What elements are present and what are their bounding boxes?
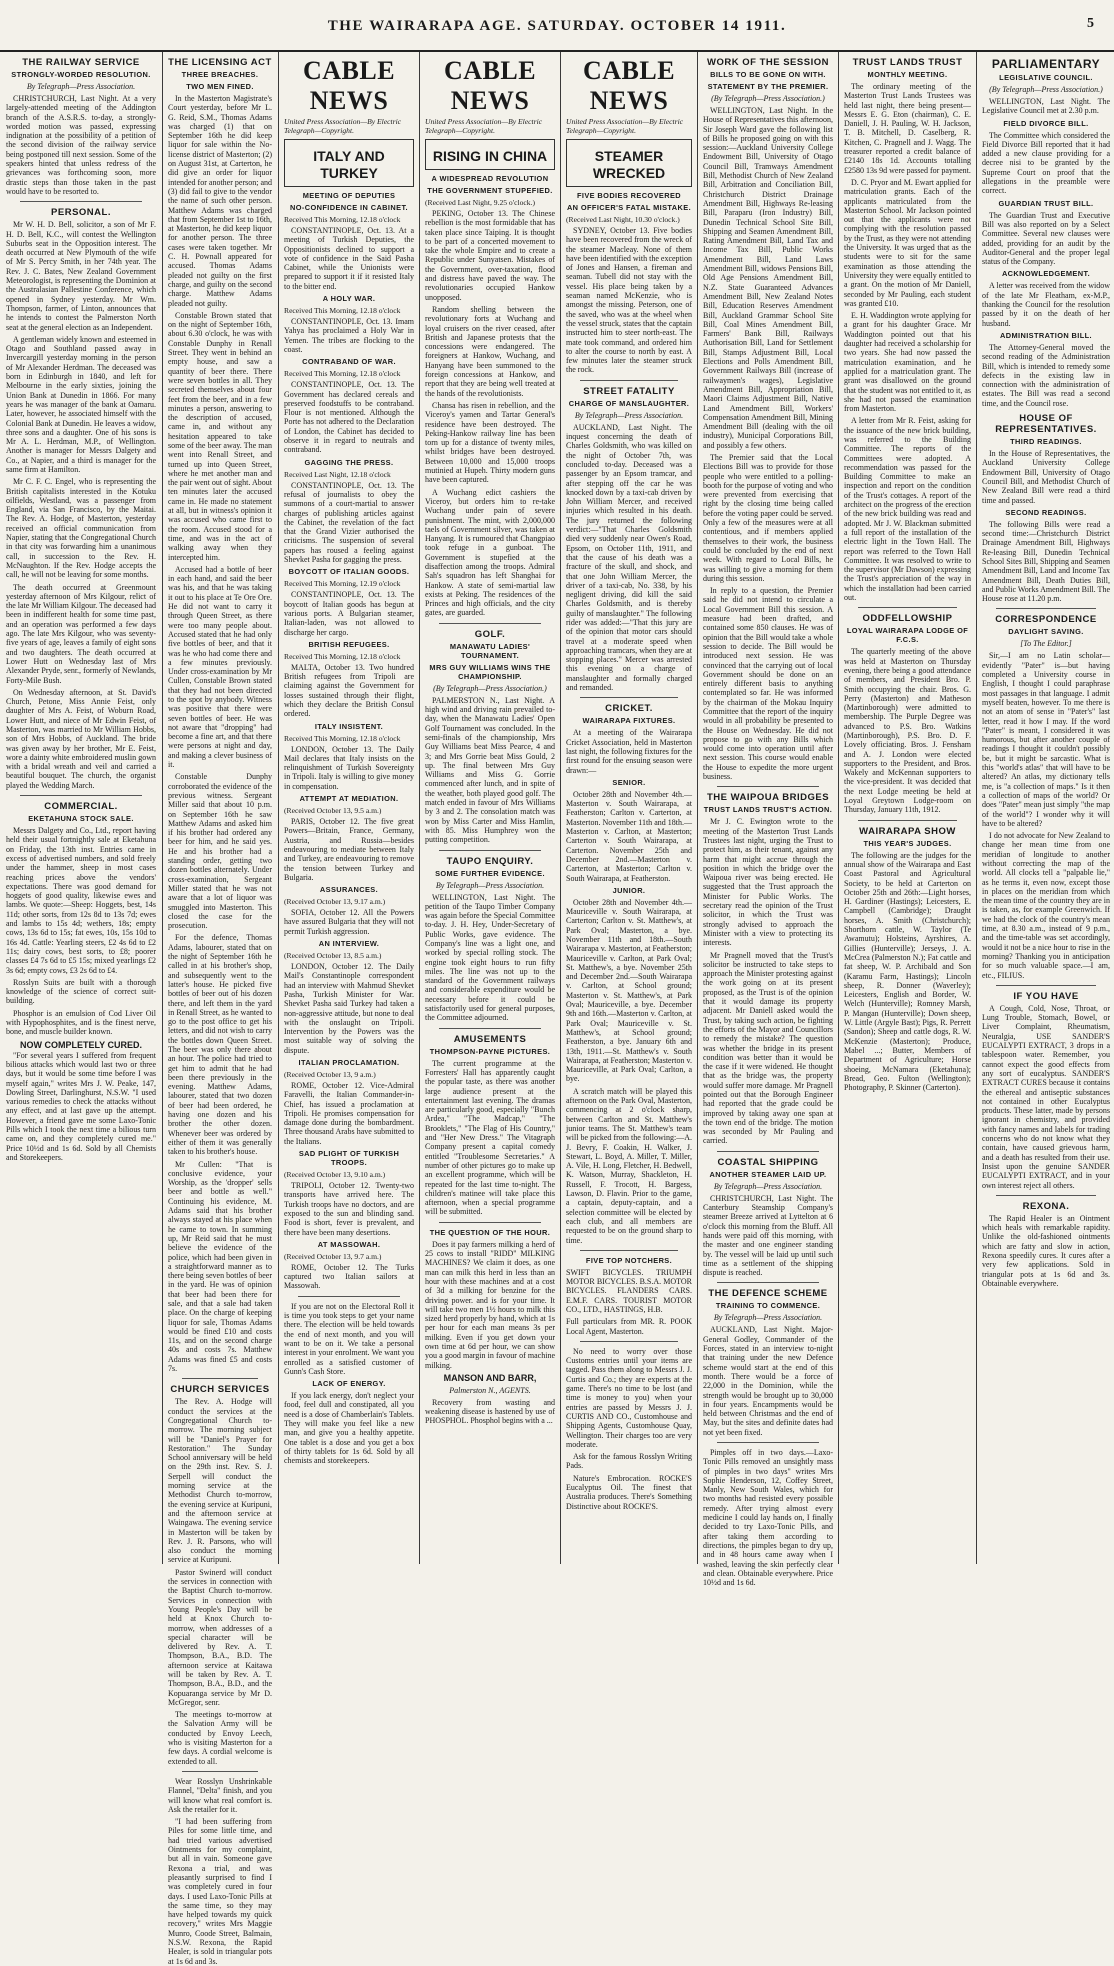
masthead	[0, 0, 1114, 52]
article-text: Mr W. H. D. Bell, solicitor, a son of Mr F. H. D. Bell, K.C., will contest the Wellington Suburbs seat in the Opposition interest. The death occurred at New Plymouth of the wife of Mr S. Percy Smith, in her 74th year. The Rev. J. C. Bates, New Zealand Government Meteorologist, is representing the Dominion at the Australasian Pallestine Conference, which opened in Sydney yesterday. Mr Wm. Thompson, farmer, of Linton, announces that he intends to contest the Palmerston North seat at the general election as an Independent.	[6, 220, 156, 332]
divider	[717, 1151, 819, 1152]
advert-text: The Rapid Healer is an Ointment which heals with remarkable rapidity. Unlike the old-fashioned ointments which are fatty and slow in action, Rexona speedily cures. It cures after a very few applications. Sold in triangular pots at 1s 6d and 3s. Obtainable everywhere.	[982, 1213, 1110, 1288]
subheadline: THREE BREACHES.	[181, 70, 259, 79]
subheadline: THIRD READINGS.	[1010, 437, 1082, 447]
advert-headline: MANSON AND BARR,	[443, 1372, 537, 1383]
article-text: Chansa has risen in rebellion, and the Viceroy's yamen and Tartar General's residence have been destroyed. The Peking-Hankow railway line has been torn up for a distance of twenty miles, whilst bridges have been destroyed. Between 10,000 and 15,000 troops mutinied at Hupeh. Thirty modern guns have been captured.	[425, 400, 555, 485]
subheadline: STATEMENT BY THE PREMIER.	[707, 82, 829, 91]
advert-text: Full particulars from MR. R. POOK Local Agent, Masterton.	[566, 1317, 692, 1336]
subheadline: STRONGLY-WORDED RESOLUTION.	[11, 70, 151, 79]
article-text: On Wednesday afternoon, at St. David's Church, Petone, Miss Annie Feist, only daughter of Mrs A. Feist, of Woburn Road, Lower Hutt, and niece of Mr Edwin Feist, of Masterton, was married to Mr William Hobbs, son of Mrs Hobbs, of Auckland. The bride was given away by her brother, Mr E. Feist, wore a dainty white embroidered muslin gown with a bridal wreath and veil and carried a beautiful bouquet. The church, the organist played the Wedding March.	[6, 687, 156, 790]
article-text: The following Bills were read a second time:—Christchurch District Drainage Amendment Bill, Highways Re-leasing Bill, Dunedin Technical School Sites Bill, Shipping and Seamen Amendment Bill, Land and Income Tax Amendment Bill, Death Duties Bill, and Public Works Amendment Bill. The House rose at 11.20 p.m.	[982, 519, 1110, 604]
article-text: CONSTANTINOPLE, Oct. 13. The boycott of Italian goods has begun at various ports. A Bulgarian steamer, Italian-laden, was not allowed to discharge her cargo.	[284, 590, 414, 637]
subheadline: THIS YEAR'S JUDGES.	[863, 838, 952, 848]
column-rule	[697, 52, 698, 1564]
article-text: A Wuchang edict cashiers the Viceroy, but orders him to re-take Wuchang under pain of severe punishment. The mint, with 2,000,000 taels of Government silver, was taken at Hanyang. It is rumoured that Changpiao took refuge in a gunboat. The Government is stupefied at the disaffection among the troops. Admiral Sah's squadron has left Shanghai for Hankow. A state of semi-martial law exists at Peking. The residences of the Princes and high officials, and the city gates, are guarded.	[425, 487, 555, 618]
advert-text: If you are not on the Electoral Roll it is time you took steps to get your name there. The election will be held towards the end of next month, and you will want to be on it. We take a personal interest in your enrolment. We want you enrolled as a satisfied customer of Gunn's Cash Store.	[284, 1301, 414, 1376]
subheadline: SENIOR.	[612, 777, 646, 787]
article-text: Random shelling between the revolutionary forts at Wuchang and loyal cruisers on the river ceased, after British and Japanese protests that the concessions were endangered. The foreigners at Hankow, Wuchang, and Hanyang have been summoned to the foreign concessions at Hankow, and report that they are being well treated at the hands of the revolutionists.	[425, 304, 555, 398]
article-text: Messrs Dalgety and Co., Ltd., report having held their usual fortnightly sale at Eketahuna on Friday, the 13th inst. Entries came in excess of advertised numbers, and sold freely under the hammer, sheep in most cases reaching prices above the vendors' expectations. There was good demand for hoggets of good quality, likewise ewes and lambs. We quote:—Sheep: Hoggets, best, 14s 11d; other sorts, from 12s 8d to 13s 7d; ewes and lambs to 15s 4d; wethers, 18s; empty cows, 13s 6d to 15s; fat ewes, 10s, 15s 10d to 16s 4d. Cattle: Yearling steers, £2 4s 6d to £2 11s; dairy cows, best sorts, to £8; poorer classes £4 7s 6d to £5 15s; mixed yearlings £2 3s 6d; empty cows, £3 2s 6d to £4.	[6, 826, 156, 975]
article-text: CHRISTCHURCH, Last Night. At a very largely-attended meeting of the Addington branch of the A.S.R.S. to-day, a strongly-worded motion was passed, expressing indignation at the possibility of a petition of the second division of the railway service being postponed till next session. Some of the speakers hinted that unless redress of the grievances was forthcoming soon, more drastic steps than those taken in the past would have to be resorted to.	[6, 94, 156, 196]
byline: (By Telegraph—Press Association.)	[989, 85, 1103, 94]
headline: REXONA.	[1022, 1200, 1070, 1212]
received-line: Received This Morning, 12.18 o'clock	[284, 733, 401, 743]
received-line: (Received October 13, 9.5 a.m.)	[284, 806, 382, 816]
article-text: Constable Dunphy corroborated the evidence of the previous witness. Sergeant Miller said that about 10 p.m. on September 16th he saw Matthew Adams and asked him if his brother had ordered any beer for him, and he said yes. He and his brother had a standing order, getting two dozen bottles alternately. Under cross-examination, Sergeant Miller stated that he was not aware that a lot of liquor was smuggled into Masterton. This closed the case for the prosecution.	[168, 772, 272, 931]
article-text: CONSTANTINOPLE, Oct. 13. At a meeting of Turkish Deputies, the Oppositionists declined to support a vote of confidence in the Said Pasha Cabinet, while the Unionists were prepared to support it if it resisted Italy to the bitter end.	[284, 226, 414, 291]
headline: TAUPO ENQUIRY.	[446, 855, 534, 867]
credit-line: United Press Association—By Electric Telegraph—Copyright.	[425, 117, 543, 135]
headline: THE LICENSING ACT	[168, 57, 272, 68]
subheadline: FIVE TOP NOTCHERS.	[585, 1255, 673, 1265]
subheadline: TWO MEN FINED.	[186, 82, 254, 91]
subheadline: SOME FURTHER EVIDENCE.	[435, 868, 545, 878]
subheadline: MONTHLY MEETING.	[867, 70, 948, 79]
received-line: Received This Morning, 12.18 o'clock	[284, 651, 401, 661]
subheadline: SECOND READINGS.	[1005, 507, 1087, 517]
article-text: Mr Cullen: "That is conclusive evidence, your Worship, as the 'dropper' sells beer and bottle as well." Continuing his evidence, M. Adams said that his brother always stayed at his place when he came to town. In summing up, Mr Reid said that he must believe the evidence of the police, which had been given in a straightforward manner as to there being seven bottles of beer in the yard. He was of opinion that beer had been there for sale, and that a sale had taken place. On the charge of keeping liquor for sale, Thomas Adams would be fined £10 and costs 11s, and on the second charge 40s and costs 7s. Matthew Adams was fined £5 and costs 7s.	[168, 1159, 272, 1374]
article-text: The ordinary meeting of the Masterton Trust Lands Trustees was held last night, there being present—Messrs E. G. Eton (chairman), C. E. Daniell, J. H. Pauling, W. H. Jackson, T. B. Mitchell, D. Caselberg, R. Kitchen, C. Pragnell and J. Wagg. The treasurer reported a credit balance of £2140 18s 1d. Accounts totalling £2580 13s 9d were passed for payment.	[844, 82, 971, 175]
article-text: In reply to a question, the Premier said he did not intend to circulate a Local Government Bill this session. A measure had been drafted, and contained some 850 clauses. He was of opinion that the Bill would take a whole session to decide. The Bill would be introduced next session. He was convinced that the carrying out of local Government should be done on an entirely different basis to anything contemplated so far. He was informed by the chairman of the Mokau Inquiry Committee that the report of the inquiry would in all probability be presented to the House on Wednesday. He did not propose to go with any Bills which would come into operation until after next session. This course would enable the House to expedite the more urgent business.	[703, 586, 833, 782]
article-text: In the House of Representatives, the Auckland University College Endowment Bill, University of Otago Council Bill, and Methodist Church of New Zealand Bill were read a third time and passed.	[982, 449, 1110, 505]
article-text: Pastor Swinerd will conduct the services in connection with the Baptist Church to-morrow. Services in connection with Young People's Day will be held at Knox Church to-morrow, when addresses of a special character will be delivered by Rev. A. T. Thompson, B.A., B.D. The afternoon service at Kaitawa will be taken by Rev. A. T. Thompson, B.A., B.D., and the Kopuaranga service by Mr D. McGregor, senr.	[168, 1567, 272, 1707]
received-line: Received Last Night, 12.18 o'clock	[284, 469, 391, 479]
article-text: A letter from Mr R. Feist, asking for the issuance of the new brick building, was referred to the Building Committee. The reports of the Committees were adopted. A recommendation was passed for the Building Committee to make an inspection and report on the condition of the Trust's cottages. A report of the architect on the progress of the erection of the new brick building was read and adopted. Mr J. W. Blackman submitted a full report of the installation of the electric light in the Town Hall. The report was referred to the Town Hall Committee. It was resolved to write to the supervisor (Mr Dawson) expressing the Trust's appreciation of the way in which the installation had been carried out.	[844, 416, 971, 603]
divider	[858, 607, 957, 608]
divider	[858, 820, 957, 821]
headline: PARLIAMENTARY	[991, 57, 1101, 71]
subheadline: GUARDIAN TRUST BILL.	[998, 198, 1094, 208]
subheadline: ANOTHER STEAMER LAID UP.	[709, 1169, 827, 1179]
column-rule	[838, 52, 839, 1564]
article-text: WELLINGTON, Last Night. The Legislative Council met at 2.30 p.m.	[982, 97, 1110, 116]
article-text: SOFIA, October 12. All the Powers have assured Bulgaria that they will not permit Turkish aggression.	[284, 908, 414, 936]
column-rule	[419, 52, 420, 1564]
received-line: Received This Morning, 12.18 o'clock	[284, 215, 401, 224]
article-text: The Committee which considered the Field Divorce Bill reported that it had added a new clause providing for a decree nisi to be granted by the Supreme Court on proof that the allegations in the preamble were correct.	[982, 130, 1110, 196]
subheadline: MANAWATU LADIES' TOURNAMENT.	[449, 641, 531, 660]
subheadline: LEGISLATIVE COUNCIL.	[999, 73, 1093, 82]
headline: COMMERCIAL.	[44, 801, 118, 813]
headline-box	[566, 139, 692, 187]
subheadline: THE GOVERNMENT STUPEFIED.	[427, 186, 553, 195]
divider	[580, 697, 678, 698]
subheadline: TRAINING TO COMMENCE.	[715, 1301, 821, 1311]
headline: COASTAL SHIPPING	[717, 1156, 819, 1168]
advert-text: Phosphor is an emulsion of Cod Liver Oil with Hypophosphites, and is the finest nerve, bone, and muscle builder known.	[6, 1008, 156, 1037]
article-text: The Guardian Trust and Executive Bill was also reported on by a Select Committee. Several new clauses were added, providing for an audit by the Auditor-General and the proper legal status of the Company.	[982, 210, 1110, 267]
headline-box	[284, 139, 414, 187]
column-2	[168, 52, 272, 1966]
byline: By Telegraph—Press Association.	[713, 1181, 823, 1191]
column-8	[982, 52, 1110, 1564]
article-text: Sir,—I am no Latin scholar—evidently "Pater" is—but having completed a University course in English, I thought I could paraphrase most passages in that language. I admit myself beaten, however. To me there is not an atom of sense in "Pater's" last letter, read it how I may. If the word "Pater" is meant, I considered it was humorous, but after another couple of readings I thought it couldn't possibly be, but it might be sarcastic. What is this "world's atlas" that will have to be altered? An atlas, my dictionary tells me, is "a collection of maps." Is it then a collection of maps of the world? Or does "Pater" mean just simply "the map of the world"? I wonder why it will have to be altered?	[982, 651, 1110, 828]
headline: PERSONAL.	[51, 207, 111, 219]
masthead-title: THE WAIRARAPA AGE. SATURDAY. OCTOBER 14 1911.	[327, 18, 787, 34]
headline: ODDFELLOWSHIP	[862, 613, 953, 625]
article-text: CONSTANTINOPLE, Oct. 13. The Government has declared cereals and preserved foodstuffs to be contraband. Flour is not mentioned. Although the Porte has not adhered to the Declaration of London, the Cabinet has decided to observe it in regard to neutrals and contraband.	[284, 380, 414, 455]
article-text: PARIS, October 12. The five great Powers—Britain, France, Germany, Austria, and Russia—besides endeavouring to mediate between Italy and Turkey, are endeavouring to remove the tension between Turkey and Bulgaria.	[284, 817, 414, 882]
article-text: The current programme at the Forresters' Hall has apparently caught the popular taste, as there was another large audience present at the entertainment last evening. The dramas are particularly good, especially "Bunch Ardea," "The Madcap," "The Brooklets," "The Flag of His Country," and "Her New Dress." The Vitagraph Company present a capital comedy entitled "Troublesome Secretaries." A number of other pictures go to make up an excellent programme, which will be repeated for the last time to-night. The children's matinee will take place this afternoon, when a special programme will be submitted.	[425, 1058, 555, 1217]
subheadline: A WIDESPREAD REVOLUTION	[431, 174, 549, 183]
article-text: D. C. Pryor and M. Ewart applied for matriculation grants. Each of the applicants matriculated from the Masterton School. Mr Jackson pointed out that the applicants were not complying with the resolution passed by the Trust, as they were not attending the University. It was urged that as the students were to sit for the same examination as those attending the University they were equally entitled to a grant. On the motion of Mr Daniell, seconded by Mr Pauling, each student was granted £10.	[844, 177, 971, 308]
byline: By Telegraph—Press Association.	[26, 82, 136, 91]
divider	[20, 201, 142, 202]
advert-text: If you lack energy, don't neglect your food, feel dull and constipated, all you need is a dose of Chamberlain's Tablets. They will make you feel like a new man, and give you a healthy appetite. One tablet is a dose and you get a box of thirty tablets for 1s 6d. Sold by all chemists and storekeepers.	[284, 1391, 414, 1466]
column-3	[284, 52, 414, 1564]
subheadline: DAYLIGHT SAVING.	[1008, 627, 1084, 637]
headline: TRUST LANDS TRUST	[852, 57, 963, 68]
headline: ITALY AND TURKEY	[313, 148, 385, 181]
advert-text: "For several years I suffered from frequent bilious attacks which would last two or three days, but it would be some time before I was myself again," writes Mrs J. W. Peake, 147, Dowling Street, Darlinghurst, N.S.W. "I used various remedies to check the attacks without any effect, and at last gave up the attempt. However, a friend gave me some Laxo-Tonic Pills which I took the next time a bilious turn came on, and they completely cured me." Price 10½d and 1s 6d. Sold by all Chemists and Storekeepers.	[6, 1050, 156, 1162]
headline: THE RAILWAY SERVICE	[22, 57, 140, 68]
divider	[996, 1195, 1096, 1196]
byline: (By Telegraph—Press Association.)	[711, 94, 825, 103]
subheadline: CONTRABAND OF WAR.	[302, 357, 396, 367]
article-text: WELLINGTON, Last Night. In the House of Representatives this afternoon, Sir Joseph Ward gave the following list of Bills he proposed going on with this session:—Auckland University College Endowment Bill, University of Otago Council Bill, Tramways Amendment Bill, Methodist Church of New Zealand Bill, Arbitration and Conciliation Bill, Christchurch District Drainage Amendment Bill, Highways Re-leasing Bill, Paraparu (Iron Industry) Bill, Dunedin Technical School Site Bill, Shipping and Seamen Amendment Bill, Rating Amendment Bill, Land Tax and Income Tax Bill, Public Works Amendment Bill, Land Laws Amendment Bill, widows Pensions Bill, Old Age Pensions Amendment Bill, N.Z. State Guaranteed Advances Amendment Bill, New Zealand Notes Bill, Education Reserves Amendment Bill, Auckland Grammar School Site Bill, Coal Mines Amendment Bill, Farmers' Bank Bill, Railways Authorisation Bill, Land for Settlement Bill, Stamps Adjustment Bill, Local Elections and Polls Amendment Bill, Government Railways Bill (increase of railwaymen's wages), Legislative Amendment Bill, Appropriation Bill, Maori Claims Adjustment Bill, Native Land Amendment Bill, Workers' Compensation Amendment Bill, Mining Amendment Bill (dealing with the oil industry), Municipal Corporations Bill, and possibly a few others.	[703, 106, 833, 450]
advert-text: Ask for the famous Rosslyn Writing Pads.	[566, 1452, 692, 1471]
received-line: (Received October 13, 9.10 a.m.)	[284, 1170, 386, 1180]
article-text: Mr C. F. C. Engel, who is representing the British capitalists interested in the Kotuku oilfields, Westland, was a passenger from England, via San Francisco, by the Maitai. The Rev. A. Hodge, of Masterton, yesterday received an official communication from Napier, stating that the Congregational Church in that city was forwarding him a unanimous call, in succession to the Rev. H. McNaughton. If the Rev. Hodge accepts the call, he will not be leaving for some months.	[6, 477, 156, 580]
column-rule	[560, 52, 561, 1564]
subheadline: AN INTERVIEW.	[318, 939, 380, 949]
column-1	[6, 52, 156, 1564]
byline: [To The Editor.]	[1020, 639, 1072, 649]
article-text: TRIPOLI, October 12. Twenty-two transports have arrived here. The Turkish troops have no doctors, and are exposed to the sun and blinding sand. Food is short, fever is prevalent, and there have been many desertions.	[284, 1181, 414, 1237]
headline: THE WAIPOUA BRIDGES	[706, 792, 830, 804]
headline: WAIRARAPA SHOW	[859, 825, 956, 837]
article-text: E. H. Waddington wrote applying for a grant for his daughter Grace. Mr Waddington pointed out that his daughter had received a scholarship for two years. She had now passed the matriculation examination, and he applied for a matriculation grant. The grant was disallowed on the ground that the student was not entitled to it, as she had not passed the examination from Masterton.	[844, 311, 971, 414]
article-text: The Rev. A. Hodge will conduct the services at the Congregational Church to-morrow. The morning subject will be "Daniel's Prayer for Restoration." The Sunday School anniversary will be held on the 29th inst. Rev. S. J. Serpell will conduct the morning service at the Methodist Church to-morrow, the evening service at Kuripuni, and the afternoon service at Waingawa. The evening service in Masterton will be taken by Rev. J. R. Parsons, who will also conduct the morning service at Kuripuni.	[168, 1397, 272, 1565]
advert-headline: NOW COMPLETELY CURED.	[19, 1039, 142, 1050]
article-text: October 28th and November 4th.—Mauriceville v. South Wairarapa, at Carterton; Carlton v. St. Matthew's, at Park Oval; Masterton, a bye. November 11th and 18th.—South Wairarapa v. Masterton, at Featherston; Mauriceville v. Carlton, at Park Oval; St. Matthew's, a bye. November 25th and December 2nd.—South Wairarapa v. Carlton, at School ground; Masterton v. St. Matthew's, at Park Oval; Mauriceville, a bye. December 9th and 16th.—Masterton v. Carlton, at Park Oval; Mauriceville v. St. Matthew's, at School ground; Featherston, a bye. January 6th and 13th, 1911.—St. Matthew's v. South Wairarapa, at Featherston; Masterton v. Mauriceville, at Park Oval; Carlton, a bye.	[566, 897, 692, 1084]
subheadline: BRITISH REFUGEES.	[308, 639, 390, 649]
subheadline: ITALIAN PROCLAMATION.	[298, 1058, 400, 1067]
advert-subline: Palmerston N., AGENTS.	[449, 1385, 531, 1395]
article-text: Constable Brown stated that on the night of September 16th, about 6.30 o'clock, he was with Constable Dunphy in Renall Street. They went in behind an empty house, and saw a quantity of beer there. There were seven bottles in all. They secreted themselves about four feet from the beer, and in a few minutes a person, answering to the description of accused, came in, and without any hesitation appeared to take some of the beer away. The man went into Renall Street, and turned up into Queen Street, where he met another man and the pair went out of sight. About ten minutes later the accused came in. He made no statement at all, but in witness's opinion it was accused who came first to the room. Accused stood for a time, and was in the act of walking away when they intercepted him.	[168, 310, 272, 562]
article-text: ROME, October 12. The Turks captured two Italian sailors at Massowah.	[284, 1262, 414, 1291]
article-text: AUCKLAND, Last Night. Major-General Godley, Commander of the Forces, stated in an interview to-night that training under the new Defence scheme would start at the end of this month. There would be a force of 22,000 in the Dominion, while the strength would be brought up to 30,000 in four years. Encampments would be held between Christmas and the end of May, but the sites and definite dates had not yet been fixed.	[703, 1325, 833, 1437]
headline: IF YOU HAVE	[1013, 990, 1079, 1002]
advert-text: Wear Rosslyn Unshrinkable Flannel, "Delta" finish, and you will know what real comfort is. Ask the retailer for it.	[168, 1776, 272, 1814]
article-text: Mr J. C. Ewington wrote to the meeting of the Masterton Trust Lands Trustees last night, urging the Trust to protect him, as their tenant, against any harm that might accrue through the position in which the bridge over the Waipoua river was being erected. He suggested that the Trust approach the Minister for Public Works. The secretary read the opinion of the Trust solicitor, in which the Trust was strongly advised to approach the Minister with a view to protecting its interests.	[703, 817, 833, 948]
byline: By Telegraph—Press Association.	[574, 410, 684, 420]
divider	[182, 1771, 258, 1772]
headline: AMUSEMENTS	[453, 1033, 527, 1045]
article-text: LONDON, October 13. The Daily Mail declares that Italy insists on the relinquishment of Turkish Sovereignty in Tripoli. Italy is willing to give money in compensation.	[284, 744, 414, 791]
received-line: (Received October 13, 8.5 a.m.)	[284, 951, 382, 961]
headline: GOLF.	[474, 628, 506, 640]
subheadline: ACKNOWLEDGEMENT.	[1001, 269, 1091, 279]
headline: CRICKET.	[605, 703, 653, 715]
subheadline: LACK OF ENERGY.	[312, 1379, 386, 1389]
subheadline: FIVE BODIES RECOVERED	[576, 191, 682, 200]
received-line: Received This Morning, 12.18 o'clock	[284, 369, 401, 379]
headline: WORK OF THE SESSION	[707, 57, 829, 68]
received-line: Received This Morning, 12.19 o'clock	[284, 579, 401, 589]
received-line: (Received Last Night, 10.30 o'clock.)	[566, 215, 680, 224]
subheadline: FIELD DIVORCE BILL.	[1003, 118, 1089, 128]
credit-line: United Press Association—By Electric Telegraph—Copyright.	[566, 117, 684, 135]
cable-news-banner: CABLE NEWS	[443, 56, 537, 115]
divider	[580, 380, 678, 381]
received-line: (Received Last Night, 9.25 o'clock.)	[425, 198, 535, 207]
divider	[439, 850, 541, 851]
article-text: Accused had a bottle of beer in each hand, and said the beer was his, and that he was taking it out to his place at Te Ore Ore. He did not want to carry it through Queen Street, as there were too many people about. Accused stated that he had only five bottles of beer, and that it was he who had come there and a few minutes previously. Under cross-examination by Mr Cullen, Constable Brown stated that they had not been directed to the spot by anybody. Witness was positive that there were seven bottles of beer. He was not aware that "dropping" had become a fine art, and that there were persons at night and day, and making a clever business of it.	[168, 564, 272, 770]
subheadline: NO-CONFIDENCE IN CABINET.	[290, 203, 408, 212]
article-text: At a meeting of the Wairarapa Cricket Association, held in Masterton last night, the following fixtures for the first round for the ensuing season were drawn:—	[566, 728, 692, 775]
subheadline: A HOLY WAR.	[322, 294, 376, 304]
advert-text: "I had been suffering from Piles for some little time, and had tried various advertised Ointments for my complaint, but all in vain. Someone gave Rexona a trial, and was pleasantly surprised to find I was completely cured in four days. I used Laxo-Tonic Pills at the same time, so they may have helped towards my quick recovery," writes Mrs Maggie Munro, Coode Street, Balmain, N.S.W. Rexona, the Rapid Healer, is sold in triangular pots at 1s 6d and 3s.	[168, 1817, 272, 1966]
article-text: CONSTANTINOPLE, Oct. 13. Imam Yahya has proclaimed a Holy War in Yemen. The tribes are flocking to the coast.	[284, 317, 414, 354]
headline-box	[425, 139, 555, 170]
headline: STREET FATALITY	[583, 385, 675, 397]
headline: HOUSE OF REPRESENTATIVES.	[995, 413, 1097, 436]
received-line: (Received October 13, 9 a.m.)	[284, 1070, 376, 1079]
subheadline: ASSURANCES.	[319, 885, 379, 895]
article-text: In the Masterton Magistrate's Court yesterday, before Mr L. G. Reid, S.M., Thomas Adams was charged (1) that on September 16th he did keep liquor for sale within the No-license district of Masterton; (2) on August 31st, at Carterton, he did give an order for liquor intended for another person; and (3) did fail to give to the vendor the name of such other person. Matthew Adams was charged that from September 1st to 16th, at Masterton, he did keep liquor for another person. The three cases were taken together. Mr C. H. Pownall appeared for accused. Thomas Adams pleaded not guilty on the first charge, and guilty on the second charge. Matthew Adams pleaded not guilty.	[168, 94, 272, 308]
article-text: LONDON, October 12. The Daily Mail's Constantinople correspondent had an interview with Mahmud Shevket Pasha, Turkish Minister for War. Shevket Pasha said Turkey had taken a non-aggressive attitude, but none to deal with the onslaught on Tripoli. Intervention by the Powers was the most suitable way of solving the dispute.	[284, 962, 414, 1055]
subheadline: AT MASSOWAH.	[317, 1239, 381, 1249]
article-text: The Premier said that the Local Elections Bill was to provide for those people who were entitled to a polling-booth for the purpose of voting and who were prevented from exercising that right by the closing time being called before the voting paper could be served. Only a few of the measures were at all contentious, and if members applied themselves to their work, the business could be concluded by the end of next week. With regard to Local Bills, he was willing to give a morning for them during this session.	[703, 452, 833, 583]
divider	[717, 1282, 819, 1283]
advert-text: SWIFT BICYCLES. TRIUMPH MOTOR BICYCLES. B.S.A. MOTOR BICYCLES. FLANDERS CARS. E.M.F. CARS. TOURIST MOTOR CO., LTD., HASTINGS, H.B.	[566, 1267, 692, 1314]
divider	[580, 1341, 678, 1342]
article-text: MALTA, October 13. Two hundred British refugees from Tripoli are claiming against the Government for losses sustained through their flight, which they declare the British Consul ordered.	[284, 662, 414, 719]
subheadline: LOYAL WAIRARAPA LODGE OF F.C.S.	[846, 626, 969, 645]
subheadline: BOYCOTT OF ITALIAN GOODS.	[288, 567, 410, 577]
divider	[717, 1442, 819, 1443]
cable-news-banner: CABLE NEWS	[302, 56, 396, 115]
article-text: PEKING, October 13. The Chinese rebellion is the most formidable that has taken place since Taiping. It is thought to be part of a concerted movement to take the whole Empire and to create a Republic under Sunyatsen. Mistakes of the Government, over-taxation, flood and distress have paved the way. The revolutionaries occupied Hankow unopposed.	[425, 209, 555, 302]
article-text: WELLINGTON, Last Night. The petition of the Taupo Timber Company was again before the Special Committee to-day. J. H. Hey, Under-Secretary of Public Works, gave evidence. The Company's line was a light one, and worked by special rolling stock. The engine took eight hours to run fifty miles. The line was not up to the standard of the Government railways and considerable expenditure would be necessary before it could be satisfactorily used for general purposes, the Committee adjourned.	[425, 892, 555, 1023]
byline: By Telegraph—Press Association.	[713, 1313, 823, 1323]
article-text: CHRISTCHURCH, Last Night. The Canterbury Steamship Company's steamer Breeze arrived at Lyttelton at 6 o'clock this morning from the Bluff. All hands were paid off this morning, with the master and one engineer standing by. The vessel will be laid up until such time as a settlement of the shipping dispute is reached.	[703, 1193, 833, 1278]
article-text: SYDNEY, October 13. Five bodies have been recovered from the wreck of the steamer Macleay. None of them have been identified with the exception of Jones and Hansen, a fireman and seaman. Tubell did not stay with the vessel. His place being taken by a seaman named McKenzie, who is amongst the missing. Peterson, one of the saved, who was at the wheel when the vessel struck, states that the captain instructed him to steer north-east. The mate took command, and ordered him to alter the course to north by east. A few minutes later the steamer struck the rock.	[566, 226, 692, 375]
divider	[439, 1222, 541, 1223]
column-rule	[976, 52, 977, 1564]
subheadline: MRS GUY WILLIAMS WINS THE CHAMPIONSHIP.	[429, 662, 551, 681]
subheadline: CHARGE OF MANSLAUGHTER.	[568, 398, 690, 408]
article-text: A scratch match will be played this afternoon on the Park Oval, Masterton, commencing at 2 o'clock sharp, between Carlton and St. Matthew's junior teams. The St. Matthew's team will be picked from the following:—A. J. Bevry, F. Coakin, H. Walker, J. Stewart, L. Boyd, A. Miller, T. Miller, A. Vile, H. Long, Fletcher, H. Bedwell, K. Watson, Murray, Shackleton, H. Russell, F. Trocott, H. Bargess, Lawson, D. Flavin. Prior to the game, a captain, deputy-captain, and a selection committee will be elected by each club, and all members are requested to be on the ground sharp to time.	[566, 1086, 692, 1245]
subheadline: SAD PLIGHT OF TURKISH TROOPS.	[298, 1149, 400, 1168]
divider	[580, 1250, 678, 1251]
subheadline: THOMPSON-PAYNE PICTURES.	[429, 1046, 551, 1056]
divider	[182, 1378, 258, 1379]
headline: STEAMER WRECKED	[592, 148, 666, 181]
subheadline: MEETING OF DEPUTIES	[302, 191, 396, 200]
advert-text: No need to worry over those Customs entries until your items are tagged. Pass them along to Messrs J. J. Curtis and Co.; they are experts at the game. There's no time to be lost (and time is money to you) when your entries are passed by Messrs J. J. CURTIS AND CO., Customhouse and Shipping Agents, Customhouse Quay, Wellington. Their charges too are very moderate.	[566, 1346, 692, 1449]
divider	[298, 1296, 400, 1297]
advert-text: Does it pay farmers milking a herd of 25 cows to install "RIDD" MILKING MACHINES? We claim it does, as one man can milk this herd in less than an hour with these machines and at a cost of 3d a milking for benzine for the driving power. and is for your time. It will take two men 1½ hours to milk this sized herd properly by hand, which at 1s per hour for each man means 3s per milking. Even if you get down your own time at 6d per hour, we can show you a good margin in favour of machine milking.	[425, 1239, 555, 1370]
article-text: The death occurred at Greenmount yesterday afternoon of Mrs Kilgour, relict of the late Mr William Kilgour. The deceased had been in indifferent health for some time past, and an operation was performed a few days ago. The late Mrs Kilgour, who was seventy-five years of age, leaves a family of eight sons and two daughters. The death occurred at Lower Hutt on Wednesday last of Mrs Alexander Pryde, senr., formerly of Newlands, Forty-Mile Bush.	[6, 582, 157, 685]
article-text: I do not advocate for New Zealand to change her mean time from one meridian of longitude to another without correcting the map of the world. All clocks tell a "palpable lie," as he terms it, even now, except those in places on the meridian from which the mean time of the country they are in is taken, as, for example Greenwich. If we had the clock of the country's mean time, at 8.30 a.m., instead of 9 p.m., and the time-table was set accordingly, would it not be a nice hour to rise in the morning? Thanking you in anticipation for so much valuable space.—I am, etc., FILIUS.	[982, 831, 1110, 980]
headline: THE DEFENCE SCHEME	[708, 1288, 828, 1300]
article-text: Mr Pragnell moved that the Trust's solicitor be instructed to take steps to approach the Minister protesting against the work going on at its present proposed, as the Trust is of the opinion that it would damage its property adjacent. Mr Daniell asked would the Trust, by taking such action, be fighting the efforts of the Mayor and Councillors to remedy the mistake? The question was whether the bridge in its present condition was better than it would be the case if it were widened. He thought that as the bridge was, the property would suffer more damage. Mr Pragnell pointed out that the Borough Engineer had reported that the grade could be improved by taking away one span at the town end of the bridge. The motion was seconded by Mr Pauling and carried.	[703, 950, 833, 1146]
advert-text: Nature's Embrocation. ROCKE'S Eucalyptus Oil. The finest that Australia produces. There's Something Distinctive about ROCKE'S.	[566, 1473, 692, 1511]
divider	[996, 985, 1096, 986]
subheadline: TRUST LANDS TRUST'S ACTION.	[703, 805, 833, 815]
divider	[439, 1028, 541, 1029]
cable-news-banner: CABLE NEWS	[582, 56, 676, 115]
column-rule	[278, 52, 279, 1564]
article-text: The following are the judges for the annual show of the Wairarapa and East Coast Pastoral and Agricultural Society, to be held at Carterton on October 25th and 26th:—Light horses, H. Gardiner (Hastings); Leicesters, E. Campbell (Cambridge); Draught horses, A. Smith (Christchurch); Shorthorn cattle, W. Taylor (Te Awamutu); Holsteins, Ayrshires, A. Gillies (Hunterville); Jerseys, J. A. McCrea (Palmerston N.); Fat cattle and fat sheep, W. P. Archibald and Son (Karamu Farm, Hastings); Lincoln sheep, R. Donner (Waverley); Leicesters, English and Border, W. Welch (Hunterville); Romney Marsh, P. Mangan (Hunterville); Down sheep, W. Little (Argyle Bast); Pigs, R. Perrett (Sandon); Sheep and cattle dogs, R. W. McKenzie (Masterton); Produce, Mabel ...; Butter, Members of Department of Agriculture; Horse shoeing, McNamara (Eketahuna); Bread, Geo. Fulton (Wellington); Photography, P. Skinner (Carterton).	[844, 850, 971, 1093]
article-text: A gentleman widely known and esteemed in Otago and Southland passed away in Invercargill yesterday morning in the person of Mr Alexander Herdman. The deceased was born in Edinburgh in 1840, and left for Melbourne in the early sixties, joining the Union Bank at Dunedin in 1866. For many years he was manager of the bank at Oamaru. Later, however, he associated himself with the Colonial Bank at Dunedin. He leaves a widow, three sons and a daughter. One of his sons is Mr A. L. Herdman, M.P., of Wellington. Another is manager for Messrs Dalgety and Co., at Napier, and a third is manager for the same firm at Hamilton.	[6, 334, 156, 474]
byline: (By Telegraph—Press Association.)	[433, 683, 547, 693]
subheadline: WAIRARAPA FIXTURES.	[582, 716, 676, 726]
advert-text: Pimples off in two days.—Laxo-Tonic Pills removed an unsightly mass of pimples in two days" writes Mrs Sophie Henderson, 12, Coffey Street, Manly, New South Wales, which for two months had resisted every possible remedy. After trying almost every medicine I could lay hands on, I finally decided to try Laxo-Tonic Pills, and after taking them according to directions, the pimples began to dry up, and in 48 hours came away when I washed, leaving the skin perfectly clear and clean. Obtainable everywhere. Price 10½d and 1s 6d.	[703, 1448, 833, 1588]
subheadline: EKETAHUNA STOCK SALE.	[28, 814, 134, 824]
headline: CHURCH SERVICES	[170, 1384, 270, 1396]
article-text: ROME, October 12. Vice-Admiral Faravelli, the Italian Commander-in-Chief, has issued a proclamation at Tripoli. He promises compensation for damage done during the bombardment. Three thousand Arabs have submitted to the Italians.	[284, 1081, 414, 1146]
article-text: The meetings to-morrow at the Salvation Army will be conducted by Envoy Leech, who is visiting Masterton for a few days. A cordial welcome is extended to all.	[168, 1710, 272, 1766]
article-text: The Attorney-General moved the second reading of the Administration Bill, which is intended to remedy some defects in the existing law in connection with the administration of estates. The Bill was read a second time, and the Council rose.	[982, 342, 1110, 408]
subheadline: ADMINISTRATION BILL.	[999, 330, 1093, 340]
article-text: AUCKLAND, Last Night. The inquest concerning the death of Charles Goldsmith, who was killed on the night of October 7th, was concluded to-day. Deceased was a passenger by an Epsom tramcar, and after stepping off the car he was knocked down by a taxi-cab driven by John William Mercer, and received injuries which resulted in his death. The jury returned the following verdict:—"That Charles Goldsmith died very suddenly near Owen's Road, Epsom, on October 11th, 1911, and that the cause of his death was a fracture of the skull, and shock, and that one John William Mercer, the driver of a taxi-cab, No. 338, by his negligent driving, did kill the said Charles Goldsmith, and is thereby guilty of manslaughter." The following rider was added:—"That this jury are of the opinion that motor cars should travel at a moderate speed when approaching tramcars, when they are at stopping places." Mercer was arrested this evening on a charge of manslaughter and formally charged and remanded.	[566, 422, 692, 693]
advert-text: Rosslyn Suits are built with a thorough knowledge of the science of correct suit-building.	[6, 977, 156, 1006]
divider	[717, 786, 819, 787]
article-text: October 28th and November 4th.—Masterton v. South Wairarapa, at Featherston; Carlton v. Carterton, at Masterton. November 11th and 18th.—Masterton v. Carlton, at Masterton; Carterton v. South Wairarapa, at Carterton. November 25th and December 2nd.—Masterton v. Carterton, at Masterton; Carlton v. South Wairarapa, at Featherston.	[566, 789, 692, 883]
subheadline: BILLS TO BE GONE ON WITH.	[710, 70, 826, 79]
advert-text: Recovery from wasting and weakening disease is hastened by use of PHOSPHOL. Phosphol begins with a ...	[425, 1397, 555, 1426]
column-7	[844, 52, 971, 1564]
column-5	[566, 52, 692, 1564]
byline: By Telegraph—Press Association.	[435, 880, 545, 890]
article-text: For the defence, Thomas Adams, labourer, stated that on the night of September 16th he called in at his brother's shop, and subsequently went to the latter's house. He picked five bottles of beer out of his dozen there, and left them in the yard in Renall Street, as he wanted to go to the post office to get his letters, and did not wish to carry the bottles down Queen Street. The beer was only there about an hour. The police had tried to get him to admit that he had been there previously in the evening. Matthew Adams, labourer, stated that two dozen of beer had been ordered, he having one dozen and his brother the other dozen. Whenever beer was ordered by either of them it was generally taken to his brother's house.	[168, 933, 272, 1157]
column-4	[425, 52, 555, 1564]
article-text: CONSTANTINOPLE, Oct. 13. The refusal of journalists to obey the summons of a court-martial to answer charges of publishing articles against the Cabinet, the revelation of the fact that the Grand Vizier authorised the criticisms. The suspension of several papers has roused a feeling against Shevket Pasha for gagging the press.	[284, 480, 414, 565]
subheadline: GAGGING THE PRESS.	[304, 457, 394, 467]
received-line: (Received October 13, 9.17 a.m.)	[284, 897, 386, 907]
subheadline: ITALY INSISTENT.	[314, 721, 384, 731]
headline: CORRESPONDENCE	[995, 614, 1097, 626]
divider	[439, 623, 541, 624]
article-text: A letter was received from the widow of the late Mr Fleatham, ex-M.P., thanking the Council for the resolution passed by it on the death of her husband.	[982, 281, 1110, 328]
received-line: (Received October 13, 9.7 a.m.)	[284, 1251, 382, 1261]
credit-line: United Press Association—By Electric Telegraph—Copyright.	[284, 117, 402, 135]
received-line: Received This Morning, 12.18 o'clock	[284, 306, 401, 316]
column-6	[703, 52, 833, 1588]
divider	[20, 795, 142, 796]
divider	[996, 608, 1096, 609]
subheadline: AN OFFICER'S FATAL MISTAKE.	[566, 203, 692, 212]
subheadline: THE QUESTION OF THE HOUR.	[429, 1227, 551, 1237]
subheadline: ATTEMPT AT MEDIATION.	[299, 794, 399, 804]
subheadline: JUNIOR.	[612, 885, 646, 895]
advert-text: A Cough, Cold, Nose, Throat, or Lung Trouble, Stomach, Bowel, or Liver Complaint, Rheumatism, Neuralgia, USE SANDER'S EUCALYPTI EXTRACT, 3 drops in a tablespoon water. Remember, you cannot expect the good effects from any sort of eucalyptus. SANDER'S EXTRACT CURES because it contains the ethereal and antiseptic substances not contained in other Eucalyptus products. These latter, made by persons ignorant in chemistry, and provided with fancy names and labels for trading concerns who do not know what they contain, have caused grievous harm, and a death has resulted from their use. Insist upon the genuine SANDER EUCALYPTI EXTRACT, and in your own interest reject all others.	[982, 1003, 1110, 1190]
article-text: The quarterly meeting of the above was held at Masterton on Thursday evening, there being a good attendance of members, and President Bro. P. Smith occupying the chair. Bros. G. Perry (Masterton) and Matheson (Martinborough) were admitted to membership. The Purple Degree was advanced to P.S. Bro. Watkins (Martinborough), P.S. Bro. D. F. Lovely officiating. Bros. J. Fensham and A. J. London were elected supporters to the President, and Bros. Wakely and McKennan supporters to the vice-president. It was decided that the next Lodge meeting be held at Loyal Greytown Lodge-room on Thursday, January 11th, 1912.	[844, 647, 971, 815]
article-text: PALMERSTON N., Last Night. A high wind and driving rain prevailed to-day, when the Manawatu Ladies' Open Golf Tournament was concluded. In the semi-finals of the championship, Mrs Guy Williams beat Miss Pearce, 4 and 3; and Mrs Gorrie beat Miss Gould, 2 up. The final between Mrs Guy Williams and Miss G. Gorrie commenced after lunch, and in spite of the weather, both played good golf. The match ended in favour of Mrs Williams by 3 and 2. The consolation match was won by Miss Carter and Miss Hamlin, with 85. Miss Humphrey won the putting competition.	[425, 695, 555, 845]
page-number: 5	[1087, 16, 1094, 31]
column-rule	[162, 52, 163, 1564]
headline: RISING IN CHINA	[432, 148, 548, 164]
